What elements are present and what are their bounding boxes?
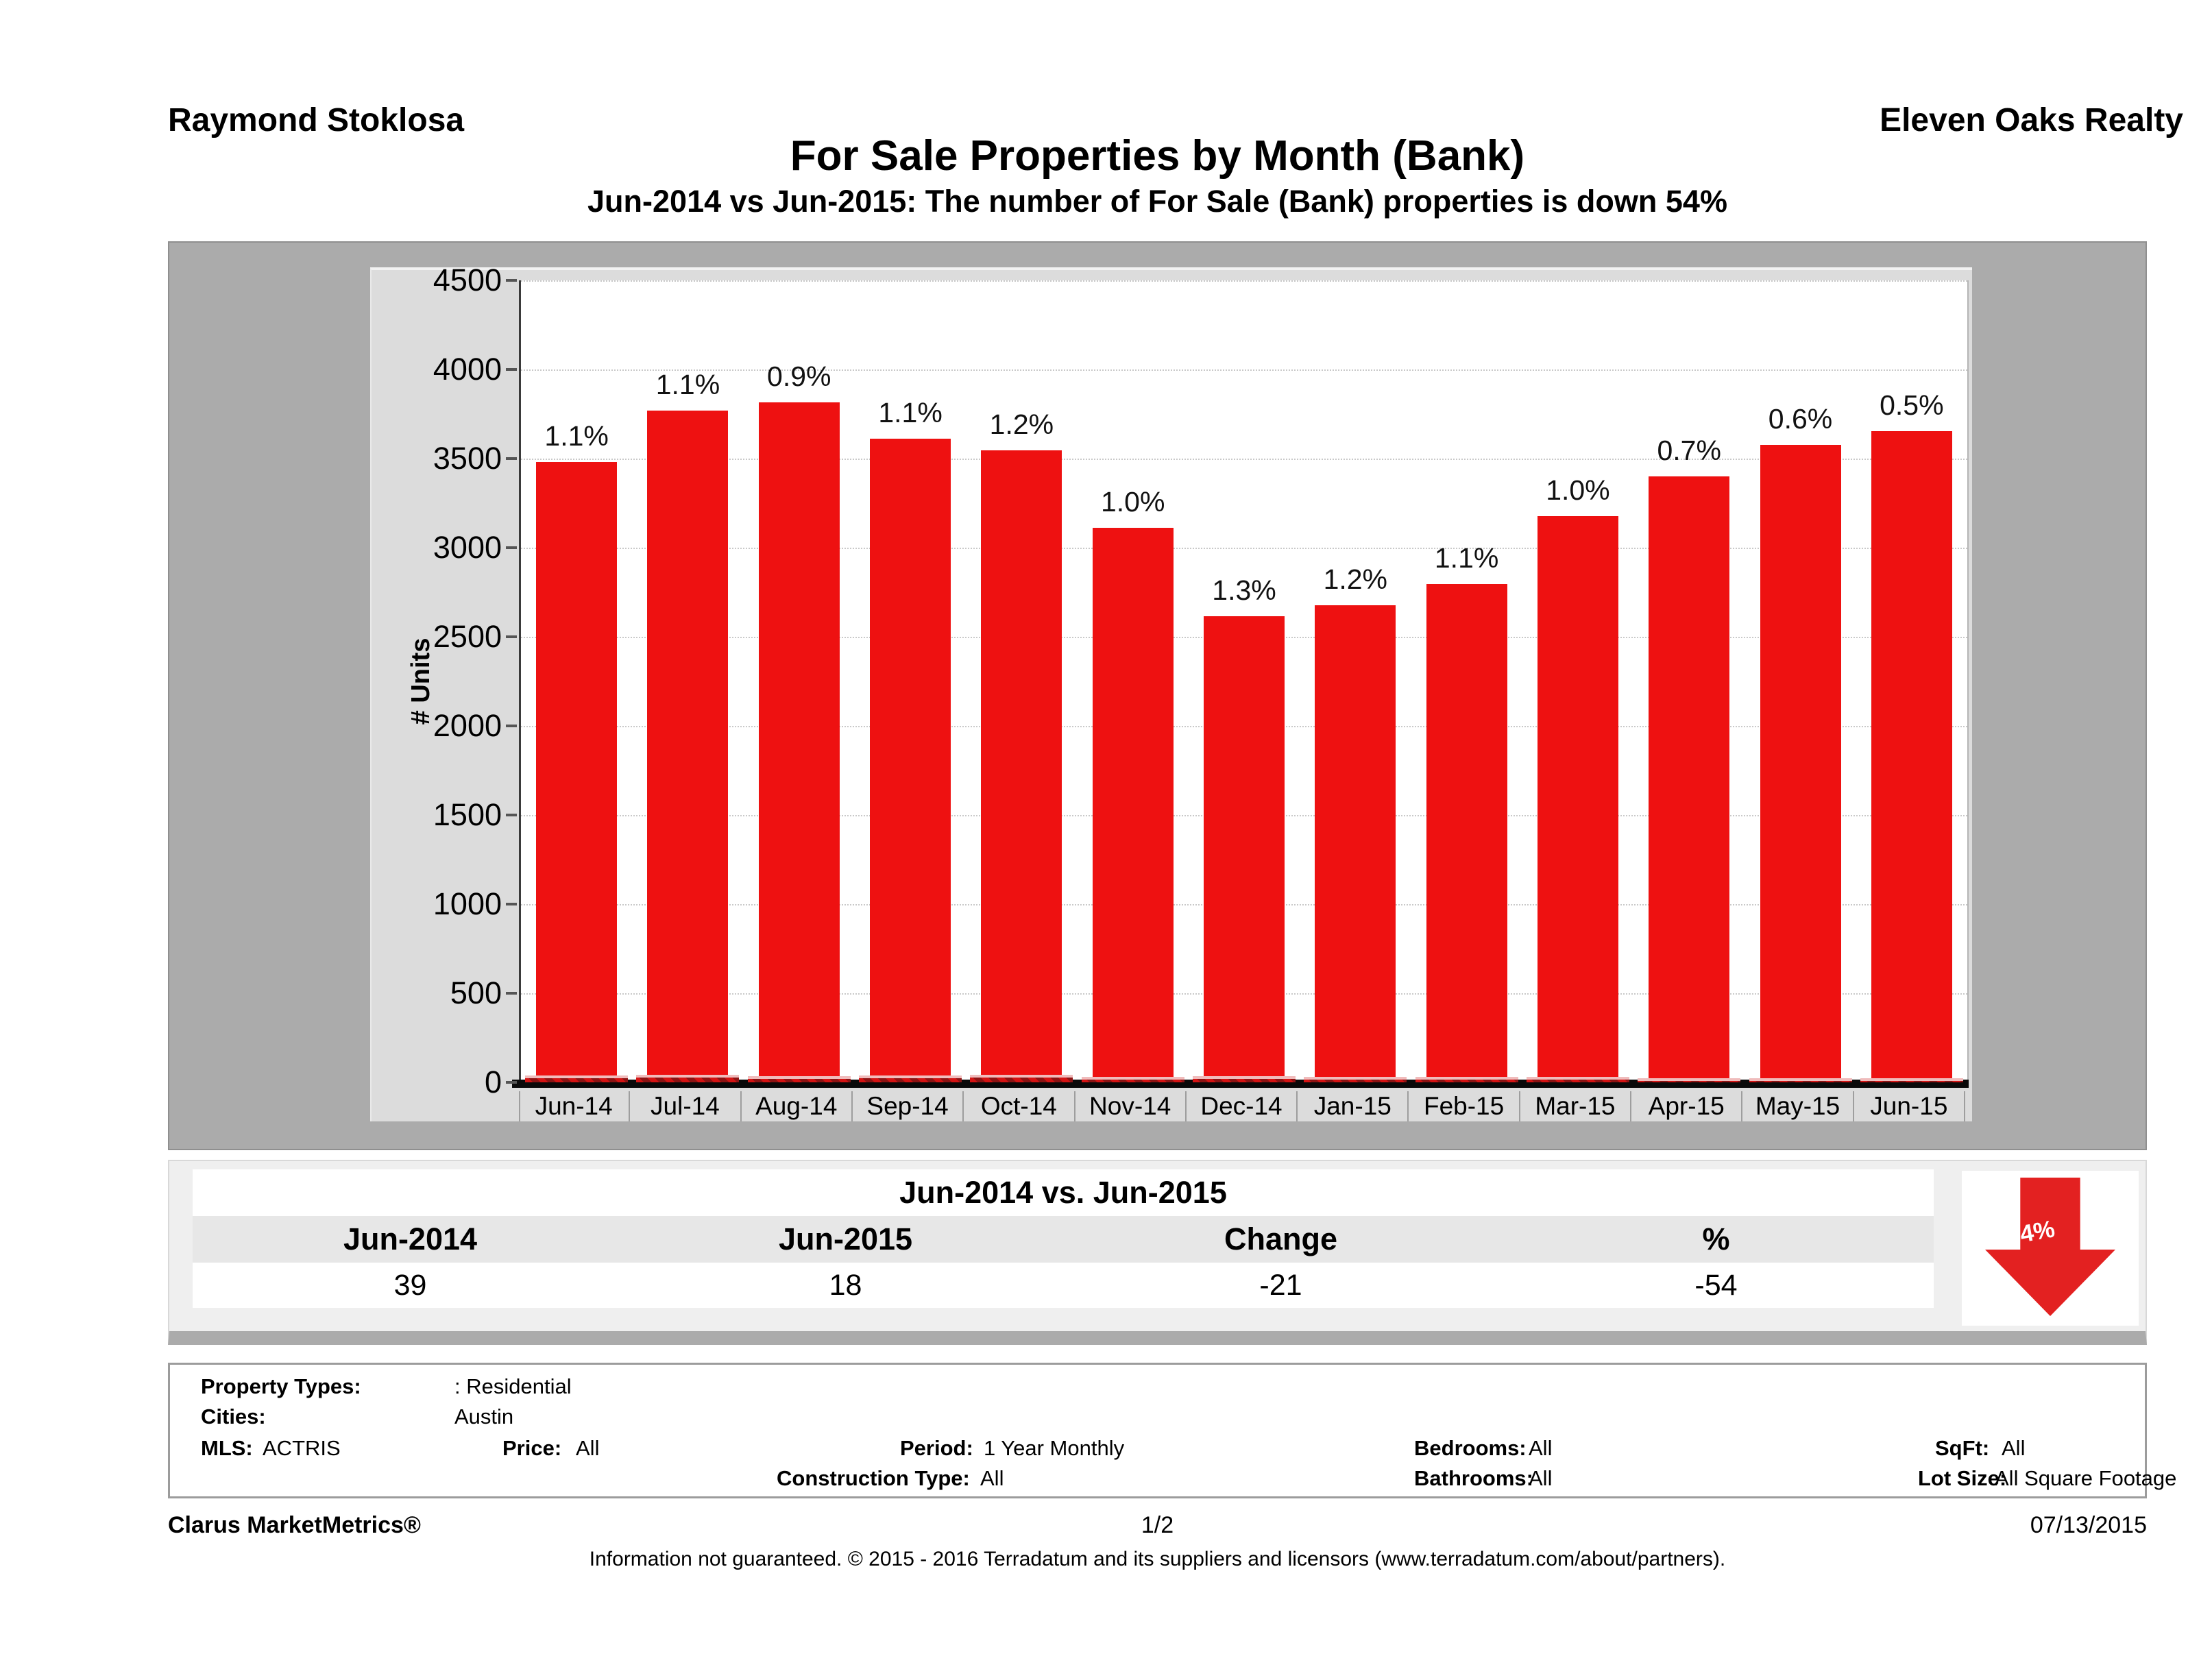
y-axis-tick xyxy=(506,1081,517,1084)
bank-bar xyxy=(1749,1078,1852,1082)
month-label: Feb-15 xyxy=(1409,1091,1520,1121)
construction-type-label: Construction Type: xyxy=(777,1466,970,1490)
summary-value-row xyxy=(193,1263,1934,1308)
bank-bar xyxy=(1638,1078,1740,1082)
total-bar xyxy=(647,411,728,1082)
cities-value: Austin xyxy=(454,1405,514,1428)
total-bar xyxy=(1538,516,1618,1082)
property-types-label: Property Types: xyxy=(201,1374,361,1398)
summary-col-header: Jun-2015 xyxy=(778,1221,913,1256)
total-bar xyxy=(1315,605,1396,1082)
report-date: 07/13/2015 xyxy=(2030,1512,2147,1538)
total-bar xyxy=(536,462,617,1082)
summary-col-header: % xyxy=(1702,1221,1730,1256)
gridline xyxy=(521,548,1967,549)
bank-bar xyxy=(748,1076,851,1082)
bar-percent-label: 0.6% xyxy=(1768,403,1833,435)
month-label: Sep-14 xyxy=(853,1091,964,1121)
bathrooms-label: Bathrooms: xyxy=(1414,1466,1533,1490)
summary-value: 39 xyxy=(393,1269,427,1302)
summary-value: -21 xyxy=(1259,1269,1302,1302)
summary-header-row xyxy=(193,1216,1934,1263)
price-value: All xyxy=(576,1436,600,1460)
summary-title: Jun-2014 vs. Jun-2015 xyxy=(193,1169,1934,1216)
y-axis-tick xyxy=(506,635,517,638)
month-separator xyxy=(519,1091,520,1121)
sqft-value: All xyxy=(2002,1436,2026,1460)
y-axis-label: 4500 xyxy=(433,263,502,297)
bathrooms-value: All xyxy=(1529,1466,1553,1490)
bar-percent-label: 1.0% xyxy=(1546,474,1610,506)
filters-box xyxy=(168,1363,2177,1498)
bedrooms-value: All xyxy=(1529,1436,1553,1460)
bank-bar xyxy=(1193,1076,1296,1082)
report-title: For Sale Properties by Month (Bank) xyxy=(790,132,1525,180)
change-arrow-box xyxy=(1962,1171,2139,1326)
total-bar xyxy=(1204,616,1285,1082)
bank-bar xyxy=(1304,1077,1407,1082)
y-axis-title: # Units xyxy=(406,637,435,725)
y-axis-label: 0 xyxy=(484,1065,502,1099)
company-name: Eleven Oaks Realty xyxy=(1880,102,2183,138)
summary-col-header: Jun-2014 xyxy=(343,1221,478,1256)
bank-bar xyxy=(636,1075,739,1082)
price-label: Price: xyxy=(502,1436,562,1460)
summary-value: -54 xyxy=(1694,1269,1738,1302)
bar-percent-label: 0.7% xyxy=(1657,435,1721,466)
y-axis-tick xyxy=(506,546,517,549)
month-label: Jun-14 xyxy=(519,1091,630,1121)
month-label: Aug-14 xyxy=(742,1091,853,1121)
month-label: Jan-15 xyxy=(1298,1091,1409,1121)
bank-bar xyxy=(970,1075,1073,1082)
total-bar xyxy=(1093,528,1174,1082)
summary-col-header: Change xyxy=(1224,1221,1337,1256)
report-subtitle: Jun-2014 vs Jun-2015: The number of For Sale (Bank) properties is down 54% xyxy=(587,184,1727,219)
y-axis-tick xyxy=(506,814,517,816)
property-types-value: : Residential xyxy=(454,1374,572,1398)
y-axis-tick xyxy=(506,903,517,905)
y-axis-label: 500 xyxy=(450,975,502,1010)
chart-panel xyxy=(370,263,1972,1121)
total-bar xyxy=(1760,445,1841,1082)
y-axis-label: 4000 xyxy=(433,352,502,387)
month-label: Oct-14 xyxy=(964,1091,1075,1121)
y-axis-tick xyxy=(506,992,517,995)
month-label: Jul-14 xyxy=(630,1091,741,1121)
sqft-label: SqFt: xyxy=(1935,1436,1990,1460)
lot-size-value: All Square Footage xyxy=(1995,1466,2177,1490)
y-axis-label: 1500 xyxy=(433,797,502,832)
bank-bar xyxy=(1527,1077,1629,1082)
y-axis-label: 1000 xyxy=(433,886,502,921)
y-axis-label: 3500 xyxy=(433,441,502,476)
y-axis-label: 2000 xyxy=(433,708,502,743)
construction-type-value: All xyxy=(980,1466,1004,1490)
mls-value: ACTRIS xyxy=(263,1436,341,1460)
bank-bar xyxy=(1415,1077,1518,1082)
total-bar xyxy=(870,439,951,1082)
bank-bar xyxy=(859,1075,962,1082)
bar-percent-label: 1.2% xyxy=(1323,563,1388,595)
arrow-percent-label: -54% xyxy=(1997,1215,2057,1252)
cities-label: Cities: xyxy=(201,1405,266,1428)
y-axis-tick xyxy=(506,725,517,727)
y-axis-tick xyxy=(506,368,517,371)
bar-percent-label: 1.0% xyxy=(1100,486,1165,518)
y-axis-label: 2500 xyxy=(433,619,502,654)
month-label: May-15 xyxy=(1742,1091,1854,1121)
bank-bar xyxy=(1860,1078,1963,1082)
agent-name: Raymond Stoklosa xyxy=(168,102,465,138)
bank-bar xyxy=(1082,1077,1184,1082)
summary-section xyxy=(168,1160,2147,1345)
total-bar xyxy=(1426,584,1507,1082)
bank-bar xyxy=(525,1075,628,1082)
y-axis-tick xyxy=(506,457,517,460)
bar-percent-label: 1.3% xyxy=(1212,574,1276,606)
summary-table xyxy=(193,1169,1934,1308)
month-label: Dec-14 xyxy=(1187,1091,1298,1121)
bar-percent-label: 0.5% xyxy=(1880,389,1944,421)
total-bar xyxy=(1649,476,1729,1082)
y-axis-tick xyxy=(506,279,517,282)
month-label: Apr-15 xyxy=(1631,1091,1742,1121)
footer-brand: Clarus MarketMetrics® xyxy=(168,1512,421,1538)
lot-size-label: Lot Size: xyxy=(1918,1466,2007,1490)
bedrooms-label: Bedrooms: xyxy=(1414,1436,1527,1460)
page-number: 1/2 xyxy=(1141,1512,1174,1538)
period-value: 1 Year Monthly xyxy=(984,1436,1125,1460)
mls-label: MLS: xyxy=(201,1436,253,1460)
plot-area xyxy=(519,280,1969,1082)
bar-percent-label: 1.1% xyxy=(655,369,720,400)
disclaimer-text: Information not guaranteed. © 2015 - 2016 Terradatum and its suppliers and licensors (www.terradatum.com/about/partners). xyxy=(589,1548,1726,1570)
gridline xyxy=(521,280,1967,282)
total-bar xyxy=(1871,431,1952,1082)
bar-percent-label: 0.9% xyxy=(767,361,831,392)
month-label: Nov-14 xyxy=(1075,1091,1187,1121)
total-bar xyxy=(759,402,840,1082)
bar-percent-label: 1.2% xyxy=(989,409,1054,440)
month-label: Jun-15 xyxy=(1854,1091,1965,1121)
bar-percent-label: 1.1% xyxy=(1434,542,1499,574)
total-bar xyxy=(981,450,1062,1082)
chart-container xyxy=(168,241,2147,1150)
period-label: Period: xyxy=(900,1436,973,1460)
month-label: Mar-15 xyxy=(1520,1091,1631,1121)
summary-value: 18 xyxy=(829,1269,862,1302)
bar-percent-label: 1.1% xyxy=(878,397,943,428)
bar-percent-label: 1.1% xyxy=(544,420,609,452)
y-axis-label: 3000 xyxy=(433,530,502,565)
